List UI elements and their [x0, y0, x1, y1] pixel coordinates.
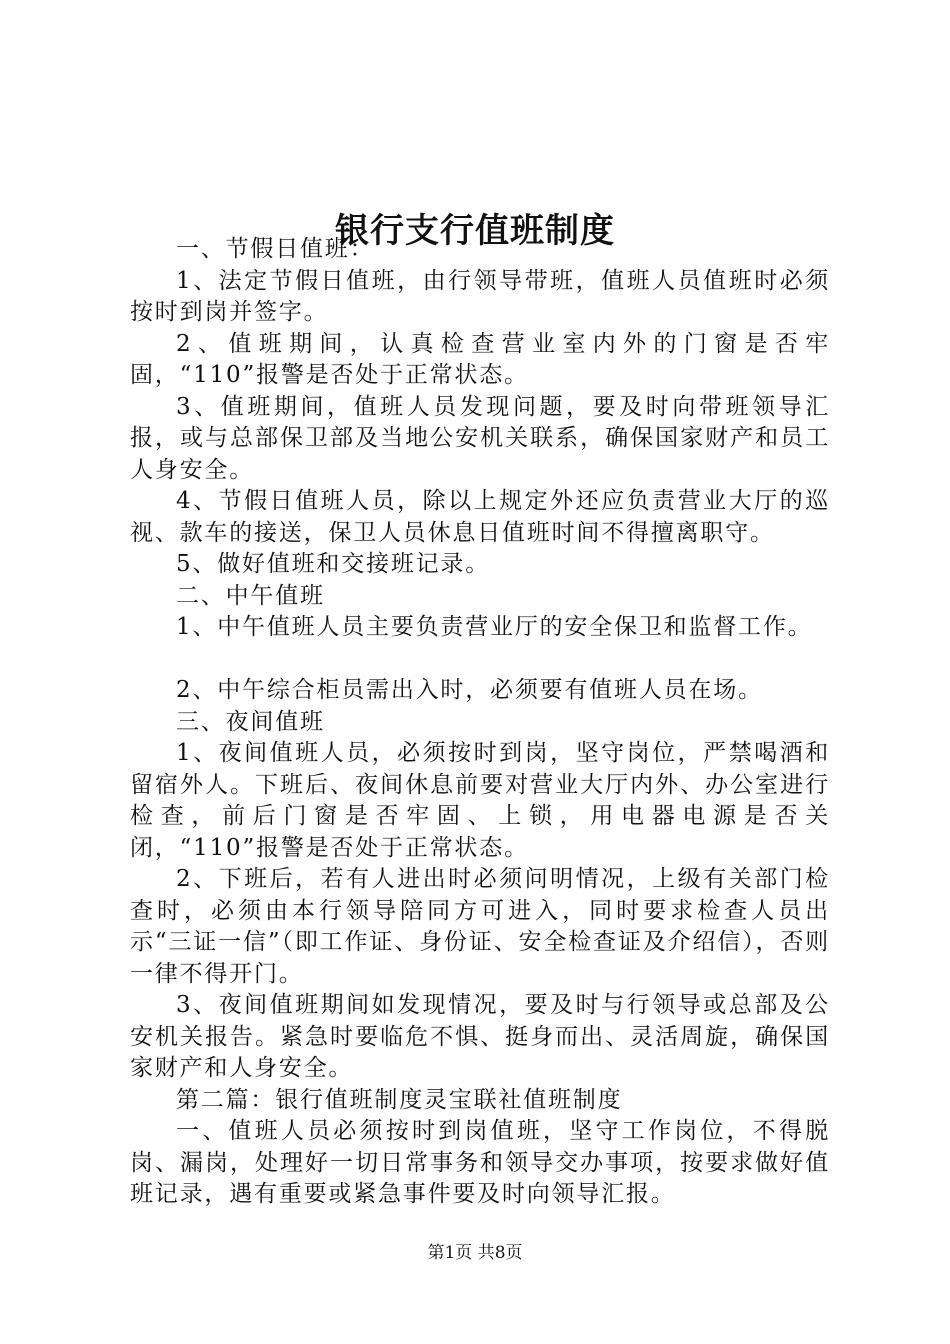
paragraph: 4、节假日值班人员，除以上规定外还应负责营业大厅的巡视、款车的接送，保卫人员休息日值班时间不得擅离职守。: [130, 488, 830, 546]
section-heading-night: 三、夜间值班: [176, 708, 325, 735]
section-heading-holiday: 一、节假日值班：: [176, 236, 375, 262]
document-title: 银行支行值班制度: [335, 210, 615, 251]
paragraph: 一、值班人员必须按时到岗值班，坚守工作岗位，不得脱岗、漏岗，处理好一切日常事务和领导交办事项，按要求做好值班记录，遇有重要或紧急事件要及时向领导汇报。: [130, 1118, 830, 1207]
section-heading-noon: 二、中午值班: [176, 582, 325, 609]
paragraph: 1、中午值班人员主要负责营业厅的安全保卫和监督工作。: [176, 614, 813, 640]
paragraph: 2、下班后，若有人进出时必须问明情况，上级有关部门检查时，必须由本行领导陪同方可进入，同时要求检查人员出示“三证一信”（即工作证、身份证、安全检查证及介绍信），否则一律不得开门。: [130, 866, 830, 987]
chapter-heading: 第二篇：银行值班制度灵宝联社值班制度: [176, 1086, 623, 1113]
paragraph: 2、中午综合柜员需出入时，必须要有值班人员在场。: [176, 677, 763, 703]
paragraph: 1、法定节假日值班，由行领导带班，值班人员值班时必须按时到岗并签字。: [130, 267, 830, 325]
paragraph: 3、夜间值班期间如发现情况，要及时与行领导或总部及公安机关报告。紧急时要临危不惧、挺身而出、灵活周旋，确保国家财产和人身安全。: [130, 992, 830, 1081]
paragraph: 3、值班期间，值班人员发现问题，要及时向带班领导汇报，或与总部保卫部及当地公安机关联系，确保国家财产和员工人身安全。: [130, 393, 830, 483]
paragraph: 2、值班期间，认真检查营业室内外的门窗是否牢固，“110”报警是否处于正常状态。: [130, 330, 830, 388]
paragraph: 5、做好值班和交接班记录。: [176, 551, 491, 577]
page-footer: 第1页 共8页: [427, 1243, 523, 1263]
document-body: [130, 234, 830, 1211]
paragraph: 1、夜间值班人员，必须按时到岗，坚守岗位，严禁喝酒和留宿外人。下班后、夜间休息前要对营业大厅内外、办公室进行检查，前后门窗是否牢固、上锁，用电器电源是否关闭，“110”报警是否处于正常状态。: [130, 740, 830, 861]
